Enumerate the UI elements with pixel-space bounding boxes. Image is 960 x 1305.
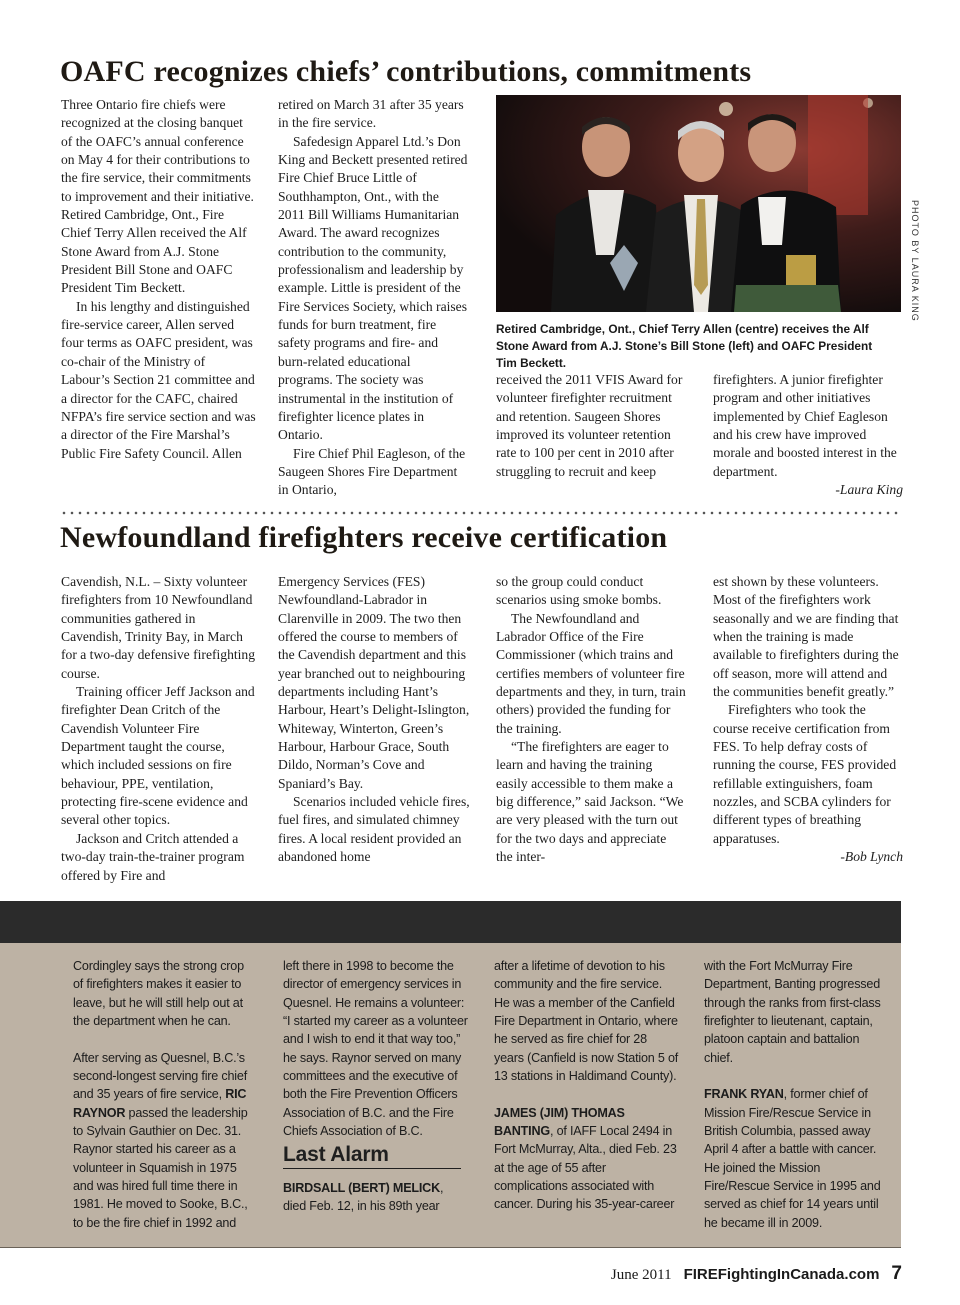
section-divider (60, 511, 902, 515)
paragraph: Firefighters who took the course receive certification from FES. To help defray costs of running the course, FES provided refillable extinguishers, foam nozzles, and SCBA cylinders for different types of breathing apparatuses. (713, 702, 897, 846)
sidebar-column-4 (704, 957, 889, 1251)
photo-caption: Retired Cambridge, Ont., Chief Terry Allen (centre) receives the Alf Stone Award from A.J. Stone’s Bill Stone (left) and OAFC President Tim Beckett. (496, 322, 873, 370)
paragraph: Fire Chief Phil Eagleson, of the Saugeen Shores Fire Department in Ontario, (278, 445, 466, 498)
name-ric-raynor: RIC RAYNOR (73, 1087, 247, 1120)
name-jim-banting: JAMES (JIM) THOMAS BANTING (494, 1105, 625, 1139)
site-link[interactable]: FIREFightingInCanada.com (683, 1266, 880, 1283)
paragraph: received the 2011 VFIS Award for volunteer firefighter recruitment and retention. Saugeen Shores improved its volunteer retention rate to 100 per cent in 2010 after struggling to recruit and keep (496, 372, 683, 479)
page-number: 7 (891, 1263, 902, 1284)
article1-column-3 (496, 371, 686, 481)
paragraph: Emergency Services (FES) Newfoundland-Labrador in Clarenville in 2009. The two then offered the course to members of the Cavendish department and this year branched out to neighbouring departments including Hant’s Harbour, Heart’s Delight-Islington, Whiteway, Winterton, Green’s Harbour, Harbour Grace, South Dildo, Norman’s Cove and Spaniard’s Bay. (278, 574, 470, 791)
paragraph: Training officer Jeff Jackson and firefighter Dean Critch of the Cavendish Volunteer Fire Department taught the course, which included sessions on fire behaviour, PPE, ventilation, protecting fire-scene evidence and several other topics. (61, 684, 255, 828)
paragraph: retired on March 31 after 35 years in the fire service. (278, 97, 464, 131)
paragraph: “The firefighters are eager to learn and having the training easily accessible to them make a big difference,” said Jackson. “We are very pleased with the turn out for the two days and appreciate the inter- (496, 739, 684, 865)
photo-credit: PHOTO BY LAURA KING (910, 200, 920, 322)
paragraph: FRANK RYAN, former chief of Mission Fire/Rescue Service in British Columbia, passed away April 4 after a battle with cancer. He joined the Mission Fire/Rescue Service in 1995 and served as chief for 14 years until he became ill in 2009. (704, 1087, 881, 1230)
article2-column-4 (713, 573, 903, 867)
paragraph: Scenarios included vehicle fires, fuel fires, and simulated chimney fires. A local resident provided an abandoned home (278, 794, 470, 865)
article2-column-3 (496, 573, 686, 867)
article2-column-1 (61, 573, 256, 885)
paragraph: firefighters. A junior firefighter program and other initiatives implemented by Chief Eagleson and his crew have improved morale and boosted interest in the department. (713, 372, 897, 479)
article1-headline: OAFC recognizes chiefs’ contributions, commitments (60, 55, 752, 88)
paragraph: Three Ontario fire chiefs were recognized at the closing banquet of the OAFC’s annual conference on May 4 for their contributions to the fire service, their commitments to improvement and their initiative. (61, 97, 254, 204)
paragraph: Cordingley says the strong crop of firefighters makes it easier to leave, but he will still help out at the department when he can. (73, 959, 244, 1029)
article1-column-1 (61, 96, 256, 463)
paragraph: In his lengthy and distinguished fire-service career, Allen served four terms as OAFC president, was co-chair of the Ministry of Labour’s Section 21 committee and a director for the CAFC, chaired NFPA’s fire service section and was a director of the Fire Marshal’s Public Fire Safety Council. Allen (61, 298, 256, 461)
name-bert-melick: BIRDSALL (BERT) MELICK (283, 1180, 440, 1195)
issue-date: June 2011 (610, 1267, 672, 1283)
article1-byline: -Laura King (835, 482, 903, 498)
article2-column-2 (278, 573, 470, 867)
sidebar-column-3 (494, 957, 679, 1232)
paragraph: After serving as Quesnel, B.C.’s second-longest serving fire chief and 35 years of fire service, RIC RAYNOR passed the leadership to Sylvain Gauthier on Dec. 31. Raynor started his career as a volunteer in Squamish in 1975 and was hired full time there in 1981. He moved to Sooke, B.C., to be the fire chief in 1992 and (73, 1050, 248, 1230)
paragraph: Cavendish, N.L. – Sixty volunteer firefighters from 10 Newfoundland communities gathered in Cavendish, Trinity Bay, in March for a two-day defensive firefighting course. (61, 574, 256, 681)
page-footer (611, 1263, 902, 1285)
name-frank-ryan: FRANK RYAN (704, 1087, 784, 1102)
paragraph: left there in 1998 to become the director of emergency services in Quesnel. He remains a volunteer: “I started my career as a volunteer and I wish to end it that way too,” he says. Raynor served on many committees and the executive of both the Fire Prevention Officers Association of B.C. and the Fire Chiefs Association of B.C. (283, 959, 468, 1139)
sidebar-column-1 (73, 957, 253, 1251)
article2-headline: Newfoundland firefighters receive certification (60, 521, 668, 554)
sidebar-column-2 (283, 957, 468, 1234)
article2-byline: -Bob Lynch (840, 849, 903, 865)
sidebar-panel (0, 943, 901, 1248)
article1-column-4 (713, 371, 903, 499)
paragraph: after a lifetime of devotion to his community and the fire service. He was a member of the Canfield Fire Department in Ontario, where he served as fire chief for 28 years (Canfield is now Station 5 of 13 stations in Haldimand County). (494, 959, 679, 1084)
paragraph: est shown by these volunteers. Most of the firefighters work seasonally and we are finding that when the training is made available to firefighters during the off season, more will attend and the communities benefit greatly.” (713, 574, 899, 700)
last-alarm-title: Last Alarm (283, 1146, 461, 1168)
paragraph: Retired Cambridge, Ont., Fire Chief Terry Allen received the Alf Stone Award from A.J. Stone President Bill Stone and OAFC President Tim Beckett. (61, 207, 247, 296)
paragraph: Safedesign Apparel Ltd.’s Don King and Beckett presented retired Fire Chief Bruce Little of Southhampton, Ont., with the 2011 Bill Williams Humanitarian Award. The award recognizes contribution to the community, professionalism and leadership by example. Little is president of the Fire Services Society, which raises funds for burn treatment, fire safety programs and fire- and burn-related educational programs. The society was instrumental in the institution of firefighter licence plates in Ontario. (278, 133, 468, 443)
article1-column-2 (278, 96, 468, 500)
paragraph: JAMES (JIM) THOMAS BANTING, of IAFF Local 2494 in Fort McMurray, Alta., died Feb. 23 at the age of 55 after complications associated with cancer. During his 35-year-career (494, 1105, 677, 1212)
awards-photo-image (496, 95, 901, 312)
paragraph: so the group could conduct scenarios using smoke bombs. (496, 574, 662, 608)
awards-photo (496, 95, 901, 312)
sidebar-header-bar (0, 901, 901, 943)
paragraph: with the Fort McMurray Fire Department, Banting progressed through the ranks from first-class firefighter to lieutenant, captain, platoon captain and battalion chief. (704, 959, 881, 1065)
paragraph: Jackson and Critch attended a two-day train-the-trainer program offered by Fire and (61, 830, 245, 883)
paragraph: BIRDSALL (BERT) MELICK, died Feb. 12, in his 89th year (283, 1180, 444, 1214)
paragraph: The Newfoundland and Labrador Office of the Fire Commissioner (which trains and certifies members of volunteer fire departments and they, in turn, train others) provided the funding for the training. (496, 610, 686, 736)
